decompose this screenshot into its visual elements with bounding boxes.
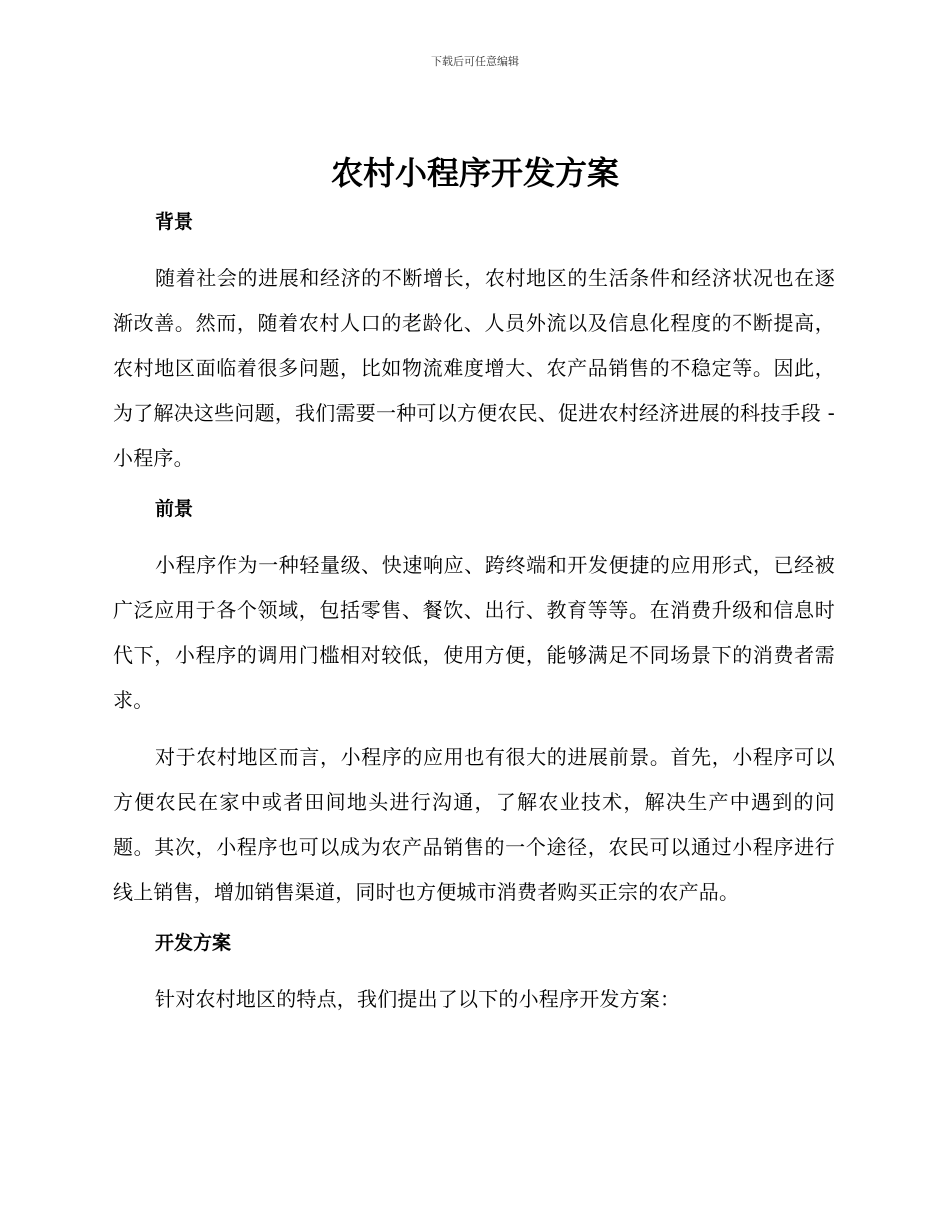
section-heading: 开发方案 <box>155 932 232 954</box>
paragraph: 对于农村地区而言，小程序的应用也有很大的进展前景。首先，小程序可以方便农民在家中或者田间地头进行沟通，了解农业技术，解决生产中遇到的问题。其次，小程序也可以成为农产品销售的一个途径，农民可以通过小程序进行线上销售，增加销售渠道，同时也方便城市消费者购买正宗的农产品。 <box>113 745 835 904</box>
section-background <box>113 200 835 481</box>
paragraph: 小程序作为一种轻量级、快速响应、跨终端和开发便捷的应用形式，已经被广泛应用于各个领域，包括零售、餐饮、出行、教育等等。在消费升级和信息时代下，小程序的调用门槛相对较低，使用方便，能够满足不同场景下的消费者需求。 <box>113 553 835 712</box>
document-title: 农村小程序开发方案 <box>330 154 619 192</box>
paragraph: 针对农村地区的特点，我们提出了以下的小程序开发方案： <box>155 987 681 1011</box>
section-development-plan <box>113 921 835 1022</box>
document-body <box>113 200 835 1022</box>
section-heading: 前景 <box>155 498 194 520</box>
header-note: 下载后可任意编辑 <box>431 55 519 68</box>
section-heading: 背景 <box>155 211 194 233</box>
section-prospects <box>113 487 835 915</box>
paragraph: 随着社会的进展和经济的不断增长，农村地区的生活条件和经济状况也在逐渐改善。然而，随着农村人口的老龄化、人员外流以及信息化程度的不断提高，农村地区面临着很多问题，比如物流难度增大、农产品销售的不稳定等。因此，为了解决这些问题，我们需要一种可以方便农民、促进农村经济进展的科技手段 - 小程序。 <box>113 266 835 470</box>
